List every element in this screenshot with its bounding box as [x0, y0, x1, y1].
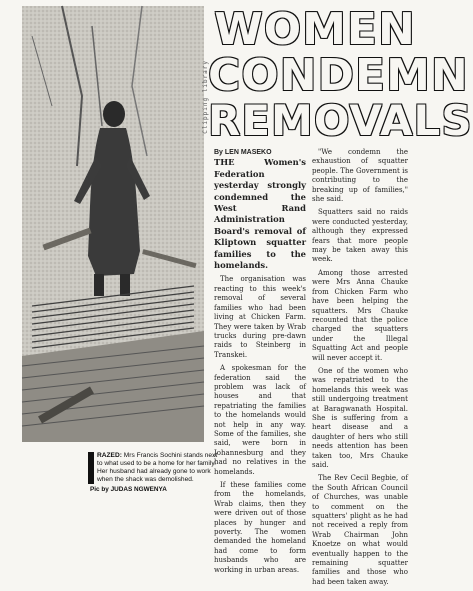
- photo-credit: Pic by JUDAS NGWENYA: [90, 486, 167, 493]
- headline: [208, 4, 473, 145]
- demolished-shack-photo: [22, 6, 204, 442]
- headline-line-1: WOMEN: [214, 4, 416, 55]
- headline-line-2: CONDEMN: [208, 50, 469, 101]
- article-paragraph: Among those arrested were Mrs Anna Chauke from Chicken Farm who have been helping the squatters. Mrs Chauke recounted that the police charged the squatters under the Illegal Squatting Act and people will never accept it.: [312, 268, 408, 362]
- photo-caption: [88, 452, 221, 484]
- article-paragraph: A spokesman for the federation said the problem was lack of houses and that repatriating the families to the homelands would not help in any way. Some of the families, she said, were born in Johannesburg and they had no relatives in the homelands.: [214, 364, 306, 476]
- photo-illustration: [22, 6, 204, 442]
- byline: By LEN MASEKO: [214, 149, 272, 156]
- article-lead-paragraph: [214, 148, 306, 271]
- article-paragraph: The organisation was reacting to this week's removal of several families who had been living at Chicken Farm. They were taken by Wrab trucks during pre-dawn raids to Steinberg in Transkei.: [214, 275, 306, 359]
- photo-credit-vertical: Clipping library: [202, 60, 209, 134]
- article-column-2: [312, 148, 408, 591]
- article-column-1: [214, 148, 306, 579]
- article-paragraph: "We condemn the exhaustion of squatter people. The Government is contributing to the breaking up of families," she said.: [312, 148, 408, 204]
- article-paragraph: Squatters said no raids were conducted yesterday, although they expressed fears that more people may be taken away this week.: [312, 208, 408, 264]
- caption-label: RAZED:: [97, 452, 122, 459]
- article-paragraph: THE Women's Federation yesterday strongly condemned the West Rand Administration Board's removal of Kliptown squatter families to the homelands.: [214, 157, 306, 271]
- article-paragraph: One of the women who was repatriated to the homelands this week was still undergoing treatment at Baragwanath Hospital. She is suffering from a heart disease and a daughter of hers who still needs attention has been taken too, Mrs Chauke said.: [312, 366, 408, 469]
- caption-text: Mrs Francis Sochini stands next to what used to be a home for her family. Her husband had already gone to work when the shack was demolished.: [97, 452, 218, 483]
- article-paragraph: The Rev Cecil Begbie, of the South African Council of Churches, was unable to comment on the squatters' plight as he had not received a reply from Wrab Chairman John Knoetze on what would eventually happen to the remaining squatter families and those who had been taken away.: [312, 474, 408, 586]
- headline-line-3: REMOVALS: [208, 96, 473, 145]
- article-paragraph: If these families come from the homelands, Wrab claims, then they were driven out of those places by hunger and poverty. The women demanded the homeland had come to form husbands who are working in urban areas.: [214, 481, 306, 574]
